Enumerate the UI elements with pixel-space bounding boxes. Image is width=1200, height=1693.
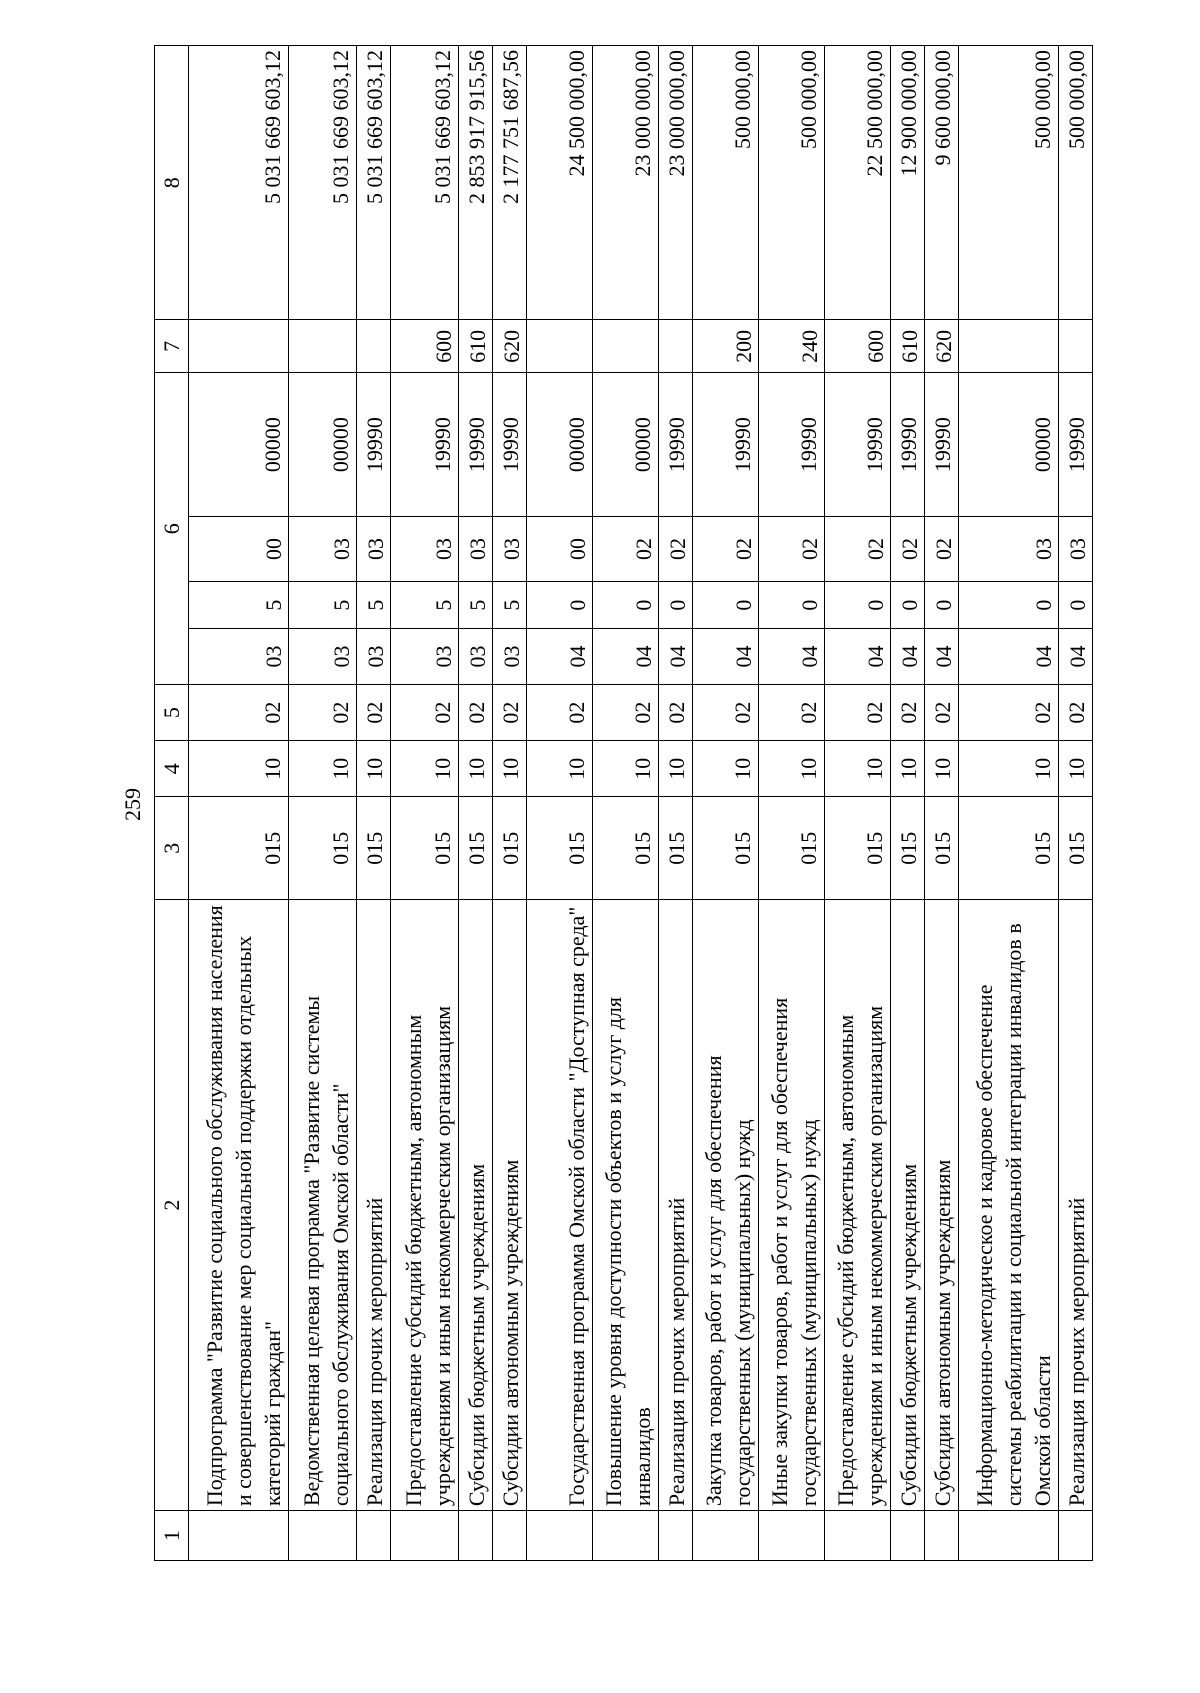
cell-code-7 — [593, 320, 659, 373]
table-row — [189, 46, 289, 1561]
cell-code-6b: 0 — [527, 582, 593, 629]
cell-code-3: 015 — [527, 797, 593, 900]
table-row — [925, 46, 959, 1561]
cell-code-6d: 19990 — [1059, 373, 1093, 516]
cell-code-7: 600 — [825, 320, 891, 373]
cell-code-6b: 0 — [959, 582, 1059, 629]
cell-code-5: 02 — [459, 685, 493, 741]
cell-code-6c: 03 — [357, 516, 391, 581]
cell-name: Государственная программа Омской области "Доступная среда" — [527, 900, 593, 1511]
cell-code-5: 02 — [493, 685, 527, 741]
table-row — [759, 46, 825, 1561]
cell-code-6c: 02 — [759, 516, 825, 581]
cell-name: Ведомственная целевая программа "Развитие системы социального обслуживания Омской области" — [289, 900, 357, 1511]
cell-code-4: 10 — [825, 741, 891, 797]
cell-index — [593, 1511, 659, 1561]
cell-name: Реализация прочих мероприятий — [659, 900, 693, 1511]
cell-code-5: 02 — [891, 685, 925, 741]
column-header: 8 — [155, 46, 189, 320]
cell-code-6d: 19990 — [891, 373, 925, 516]
cell-code-3: 015 — [659, 797, 693, 900]
cell-code-6b: 5 — [459, 582, 493, 629]
cell-code-6a: 03 — [289, 628, 357, 684]
cell-amount: 5 031 669 603,12 — [289, 46, 357, 320]
cell-code-6a: 04 — [693, 628, 759, 684]
cell-amount: 23 000 000,00 — [593, 46, 659, 320]
cell-code-6a: 04 — [959, 628, 1059, 684]
column-header: 6 — [155, 373, 189, 685]
cell-code-5: 02 — [189, 685, 289, 741]
cell-code-4: 10 — [357, 741, 391, 797]
cell-code-3: 015 — [189, 797, 289, 900]
cell-code-4: 10 — [459, 741, 493, 797]
cell-code-6d: 19990 — [925, 373, 959, 516]
cell-name: Иные закупки товаров, работ и услуг для обеспечения государственных (муниципальных) нужд — [759, 900, 825, 1511]
cell-name: Реализация прочих мероприятий — [357, 900, 391, 1511]
cell-index — [759, 1511, 825, 1561]
cell-code-6b: 5 — [289, 582, 357, 629]
cell-code-4: 10 — [189, 741, 289, 797]
cell-code-5: 02 — [825, 685, 891, 741]
cell-code-3: 015 — [693, 797, 759, 900]
cell-code-6c: 03 — [459, 516, 493, 581]
cell-code-6d: 19990 — [693, 373, 759, 516]
cell-code-5: 02 — [391, 685, 459, 741]
cell-amount: 5 031 669 603,12 — [189, 46, 289, 320]
cell-index — [459, 1511, 493, 1561]
cell-code-6c: 02 — [925, 516, 959, 581]
rotated-page — [120, 45, 1090, 1561]
cell-code-6a: 04 — [925, 628, 959, 684]
cell-code-6c: 00 — [189, 516, 289, 581]
column-header: 7 — [155, 320, 189, 373]
cell-name: Субсидии автономным учреждениям — [493, 900, 527, 1511]
cell-code-3: 015 — [357, 797, 391, 900]
cell-code-5: 02 — [759, 685, 825, 741]
cell-code-6b: 5 — [493, 582, 527, 629]
page-number: 259 — [120, 788, 145, 821]
cell-code-6d: 19990 — [459, 373, 493, 516]
cell-code-6a: 04 — [759, 628, 825, 684]
cell-code-6b: 0 — [593, 582, 659, 629]
cell-code-5: 02 — [1059, 685, 1093, 741]
table-row — [289, 46, 357, 1561]
cell-name: Закупка товаров, работ и услуг для обеспечения государственных (муниципальных) нужд — [693, 900, 759, 1511]
table-row — [825, 46, 891, 1561]
cell-code-6d: 19990 — [357, 373, 391, 516]
cell-index — [825, 1511, 891, 1561]
cell-code-3: 015 — [891, 797, 925, 900]
cell-code-5: 02 — [593, 685, 659, 741]
cell-name: Субсидии бюджетным учреждениям — [891, 900, 925, 1511]
cell-code-6a: 04 — [593, 628, 659, 684]
cell-code-6b: 5 — [189, 582, 289, 629]
cell-code-3: 015 — [959, 797, 1059, 900]
cell-code-7: 610 — [891, 320, 925, 373]
table-row — [959, 46, 1059, 1561]
cell-amount: 23 000 000,00 — [659, 46, 693, 320]
cell-amount: 500 000,00 — [959, 46, 1059, 320]
cell-code-4: 10 — [289, 741, 357, 797]
cell-code-4: 10 — [959, 741, 1059, 797]
cell-code-6b: 5 — [391, 582, 459, 629]
cell-code-6a: 03 — [391, 628, 459, 684]
cell-code-6b: 0 — [925, 582, 959, 629]
table-row — [891, 46, 925, 1561]
cell-code-4: 10 — [891, 741, 925, 797]
cell-code-6a: 04 — [1059, 628, 1093, 684]
cell-code-6a: 04 — [825, 628, 891, 684]
cell-code-6b: 0 — [693, 582, 759, 629]
cell-code-6b: 0 — [891, 582, 925, 629]
cell-code-6a: 04 — [891, 628, 925, 684]
cell-code-6a: 03 — [493, 628, 527, 684]
table-row — [527, 46, 593, 1561]
cell-code-7 — [1059, 320, 1093, 373]
cell-code-4: 10 — [925, 741, 959, 797]
cell-code-6c: 02 — [825, 516, 891, 581]
cell-code-6c: 02 — [593, 516, 659, 581]
cell-code-7: 610 — [459, 320, 493, 373]
cell-code-3: 015 — [759, 797, 825, 900]
cell-code-6c: 02 — [659, 516, 693, 581]
cell-code-3: 015 — [493, 797, 527, 900]
table-row — [593, 46, 659, 1561]
cell-code-3: 015 — [391, 797, 459, 900]
cell-code-6d: 19990 — [493, 373, 527, 516]
cell-code-6b: 5 — [357, 582, 391, 629]
cell-index — [289, 1511, 357, 1561]
cell-amount: 24 500 000,00 — [527, 46, 593, 320]
cell-code-5: 02 — [959, 685, 1059, 741]
table-row — [391, 46, 459, 1561]
cell-amount: 9 600 000,00 — [925, 46, 959, 320]
budget-table — [154, 45, 1093, 1561]
cell-code-7 — [357, 320, 391, 373]
cell-code-6d: 00000 — [959, 373, 1059, 516]
cell-amount: 22 500 000,00 — [825, 46, 891, 320]
cell-code-7: 620 — [493, 320, 527, 373]
cell-amount: 2 177 751 687,56 — [493, 46, 527, 320]
cell-index — [659, 1511, 693, 1561]
cell-code-6b: 0 — [759, 582, 825, 629]
cell-name: Подпрограмма "Развитие социального обслуживания населения и совершенствование мер социальной поддержки отдельных категорий граждан" — [189, 900, 289, 1511]
cell-name: Повышение уровня доступности объектов и услуг для инвалидов — [593, 900, 659, 1511]
cell-code-5: 02 — [925, 685, 959, 741]
cell-index — [527, 1511, 593, 1561]
table-row — [693, 46, 759, 1561]
cell-code-6d: 19990 — [659, 373, 693, 516]
cell-name: Предоставление субсидий бюджетным, автономным учреждениям и иным некоммерческим организациям — [825, 900, 891, 1511]
cell-code-4: 10 — [593, 741, 659, 797]
cell-code-7 — [527, 320, 593, 373]
cell-code-4: 10 — [1059, 741, 1093, 797]
cell-code-6d: 19990 — [391, 373, 459, 516]
cell-code-4: 10 — [493, 741, 527, 797]
cell-amount: 500 000,00 — [1059, 46, 1093, 320]
column-header: 4 — [155, 741, 189, 797]
column-header: 3 — [155, 797, 189, 900]
cell-code-6d: 00000 — [289, 373, 357, 516]
cell-index — [391, 1511, 459, 1561]
cell-code-4: 10 — [527, 741, 593, 797]
cell-name: Информационно-методическое и кадровое обеспечение системы реабилитации и социальной интеграции инвалидов в Омской области — [959, 900, 1059, 1511]
table-row — [659, 46, 693, 1561]
cell-code-7 — [189, 320, 289, 373]
cell-code-4: 10 — [693, 741, 759, 797]
cell-code-6c: 00 — [527, 516, 593, 581]
cell-code-7 — [659, 320, 693, 373]
cell-amount: 5 031 669 603,12 — [357, 46, 391, 320]
header-row — [155, 46, 189, 1561]
cell-code-4: 10 — [759, 741, 825, 797]
cell-index — [493, 1511, 527, 1561]
table-row — [459, 46, 493, 1561]
cell-index — [693, 1511, 759, 1561]
table-row — [1059, 46, 1093, 1561]
cell-index — [959, 1511, 1059, 1561]
cell-index — [1059, 1511, 1093, 1561]
cell-code-7: 200 — [693, 320, 759, 373]
cell-code-3: 015 — [1059, 797, 1093, 900]
cell-code-6b: 0 — [1059, 582, 1093, 629]
cell-code-6c: 03 — [1059, 516, 1093, 581]
cell-code-4: 10 — [391, 741, 459, 797]
cell-code-6d: 00000 — [189, 373, 289, 516]
cell-index — [891, 1511, 925, 1561]
cell-name: Субсидии автономным учреждениям — [925, 900, 959, 1511]
cell-amount: 12 900 000,00 — [891, 46, 925, 320]
cell-code-6a: 04 — [527, 628, 593, 684]
cell-code-6a: 03 — [189, 628, 289, 684]
column-header: 1 — [155, 1511, 189, 1561]
cell-code-5: 02 — [289, 685, 357, 741]
cell-code-6c: 03 — [391, 516, 459, 581]
cell-code-3: 015 — [925, 797, 959, 900]
cell-code-5: 02 — [357, 685, 391, 741]
cell-amount: 2 853 917 915,56 — [459, 46, 493, 320]
cell-code-5: 02 — [527, 685, 593, 741]
cell-amount: 5 031 669 603,12 — [391, 46, 459, 320]
cell-code-7 — [959, 320, 1059, 373]
cell-code-7: 620 — [925, 320, 959, 373]
cell-code-6a: 03 — [357, 628, 391, 684]
table-row — [493, 46, 527, 1561]
cell-code-6c: 02 — [693, 516, 759, 581]
cell-code-6c: 03 — [959, 516, 1059, 581]
cell-code-6d: 19990 — [759, 373, 825, 516]
cell-code-6d: 00000 — [593, 373, 659, 516]
cell-code-5: 02 — [693, 685, 759, 741]
table-row — [357, 46, 391, 1561]
cell-code-6a: 04 — [659, 628, 693, 684]
cell-code-6c: 03 — [289, 516, 357, 581]
cell-code-6c: 03 — [493, 516, 527, 581]
cell-name: Субсидии бюджетным учреждениям — [459, 900, 493, 1511]
cell-code-3: 015 — [825, 797, 891, 900]
cell-code-7: 240 — [759, 320, 825, 373]
cell-code-3: 015 — [289, 797, 357, 900]
cell-code-7: 600 — [391, 320, 459, 373]
cell-code-3: 015 — [459, 797, 493, 900]
cell-code-5: 02 — [659, 685, 693, 741]
column-header: 2 — [155, 900, 189, 1511]
column-header: 5 — [155, 685, 189, 741]
cell-index — [357, 1511, 391, 1561]
cell-code-6b: 0 — [825, 582, 891, 629]
cell-code-3: 015 — [593, 797, 659, 900]
cell-amount: 500 000,00 — [759, 46, 825, 320]
cell-name: Реализация прочих мероприятий — [1059, 900, 1093, 1511]
cell-index — [925, 1511, 959, 1561]
cell-name: Предоставление субсидий бюджетным, автономным учреждениям и иным некоммерческим организациям — [391, 900, 459, 1511]
cell-amount: 500 000,00 — [693, 46, 759, 320]
cell-code-6a: 03 — [459, 628, 493, 684]
cell-code-6d: 00000 — [527, 373, 593, 516]
cell-code-6b: 0 — [659, 582, 693, 629]
cell-code-6d: 19990 — [825, 373, 891, 516]
cell-index — [189, 1511, 289, 1561]
cell-code-4: 10 — [659, 741, 693, 797]
cell-code-6c: 02 — [891, 516, 925, 581]
cell-code-7 — [289, 320, 357, 373]
